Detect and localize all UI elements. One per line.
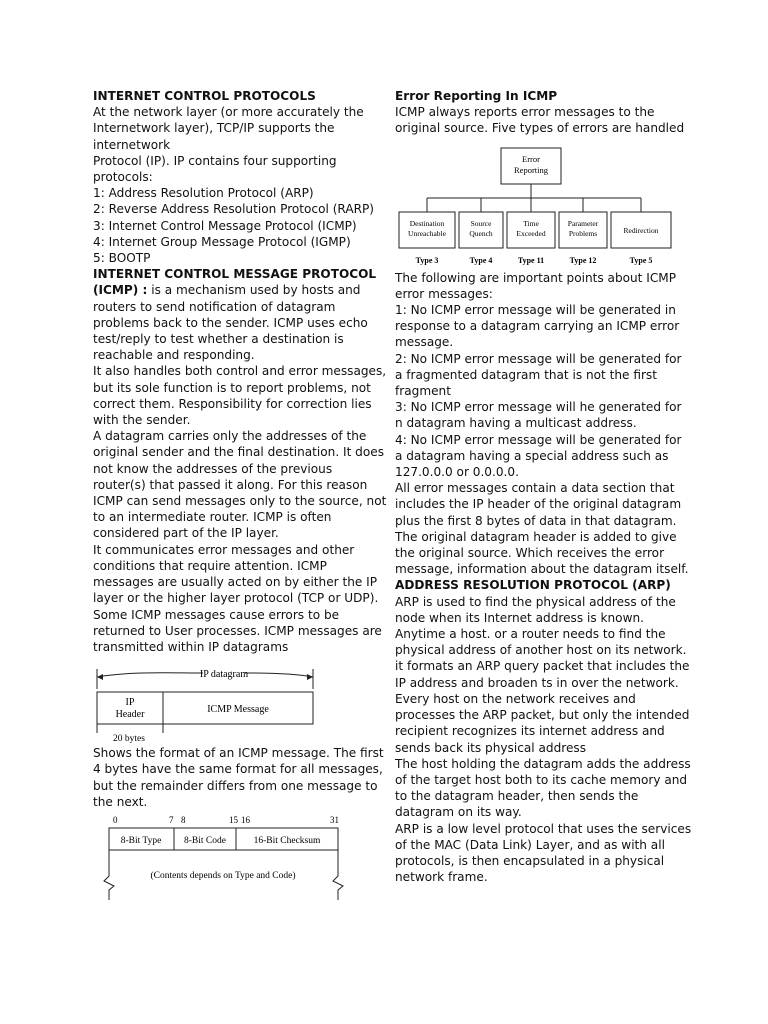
body-line: It communicates error messages and other [93, 542, 355, 557]
body-line: test/reply to test whether a destination is [93, 332, 344, 347]
intro-line: Protocol (IP). IP contains four supporting [93, 153, 337, 168]
point-item: 4: No ICMP error message will be generated for [395, 432, 682, 447]
icmp-format-figure [93, 814, 358, 904]
body-line: physical address of another host on its network. [395, 643, 687, 658]
body-line: the original source. Which receives the error [395, 546, 665, 561]
point-item: n datagram having a multicast address. [395, 416, 637, 431]
point-item: 3: No ICMP error message will he generated for [395, 400, 682, 415]
body-line: but the remainder differs from one message to [93, 778, 378, 793]
error-type-name: Exceeded [516, 228, 546, 238]
body-line: network frame. [395, 870, 488, 885]
ip-datagram-figure [93, 661, 323, 743]
body-line: with the sender. [93, 413, 191, 428]
type-field-label: 8-Bit Type [120, 835, 162, 846]
body-line: it formats an ARP query packet that includes the [395, 659, 690, 674]
error-type-name: Redirection [623, 225, 659, 235]
body-line: returned to User processes. ICMP messages are [93, 623, 382, 638]
body-line: conditions that require attention. ICMP [93, 558, 327, 573]
ip-datagram-label: IP datagram [199, 669, 249, 681]
ip-header-label: IP [125, 697, 135, 709]
body-line: 4 bytes have the same format for all messages, [93, 762, 383, 777]
body-line: plus the first 8 bytes of data in that datagram. [395, 513, 677, 528]
error-type-name: Parameter [567, 218, 599, 228]
error-type-number: Type 5 [629, 255, 653, 265]
point-item: message. [395, 335, 454, 350]
body-line: considered part of the IP layer. [93, 526, 279, 541]
body-line: The host holding the datagram adds the address [395, 756, 691, 771]
body-line: ICMP can send messages only to the source, not [93, 494, 387, 509]
body-line: node when its Internet address is known. [395, 610, 644, 625]
body-line: original sender and the final destination. It does [93, 445, 384, 460]
header-size-label: 20 bytes [113, 734, 145, 744]
right-column [395, 88, 692, 885]
body-line: not know the addresses of the previous [93, 461, 333, 476]
body-line: reachable and responding. [93, 348, 255, 363]
point-item: 2: No ICMP error message will be generated for [395, 351, 682, 366]
bit-label: 7 [169, 814, 174, 825]
ip-header-label: Header [115, 709, 145, 721]
error-type-name: Quench [469, 228, 493, 238]
body-line: processes the ARP packet, but only the intended [395, 708, 690, 723]
point-item: response to a datagram carrying an ICMP error [395, 319, 680, 334]
body-line: error messages: [395, 286, 493, 301]
checksum-field-label: 16-Bit Checksum [253, 835, 321, 846]
error-root-label: Error [522, 153, 540, 164]
body-line: recipient recognizes its internet address and [395, 724, 665, 739]
intro-line: internetwork [93, 137, 171, 152]
intro-line: protocols: [93, 170, 153, 185]
body-line: of the target host both to its cache memory and [395, 772, 688, 787]
protocol-list-item: 2: Reverse Address Resolution Protocol (RARP) [93, 202, 375, 217]
point-item: a datagram having a special address such as [395, 448, 669, 463]
body-line: message, information about the datagram itself. [395, 562, 689, 577]
protocol-list-item: 1: Address Resolution Protocol (ARP) [93, 186, 314, 201]
error-type-name: Destination [409, 218, 445, 228]
body-line: Anytime a host. or a router needs to find the [395, 627, 666, 642]
error-type-number: Type 4 [469, 255, 493, 265]
section-heading-internet-control-protocols: INTERNET CONTROL PROTOCOLS [93, 89, 316, 103]
point-item: fragment [395, 384, 451, 399]
body-line: The original datagram header is added to give [395, 529, 677, 544]
error-reporting-tree [395, 138, 680, 270]
left-column [93, 88, 387, 904]
body-line: to the datagram header, then sends the [395, 789, 639, 804]
point-item: 1: No ICMP error message will be generated in [395, 303, 676, 318]
icmp-message-label: ICMP Message [207, 704, 269, 716]
body-line: A datagram carries only the addresses of the [93, 429, 367, 444]
body-line: correct them. Responsibility for correction lies [93, 396, 372, 411]
intro-line: At the network layer (or more accurately the [93, 105, 364, 120]
body-line: It also handles both control and error messages, [93, 364, 387, 379]
icmp-first-rest: is a mechanism used by hosts and [147, 283, 361, 298]
body-line: includes the IP header of the original datagram [395, 497, 682, 512]
body-line: layer or the higher layer protocol (TCP or UDP). [93, 591, 379, 606]
body-line: problems back to the sender. ICMP uses echo [93, 315, 368, 330]
point-item: a fragmented datagram that is not the first [395, 367, 657, 382]
error-type-name: Unreachable [408, 228, 446, 238]
body-line: messages are usually acted on by either the IP [93, 575, 378, 590]
bit-label: 8 [181, 814, 186, 825]
section-heading-icmp: INTERNET CONTROL MESSAGE PROTOCOL [93, 267, 377, 282]
protocol-list-item: 4: Internet Group Message Protocol (IGMP) [93, 234, 351, 249]
protocol-list-item: 3: Internet Control Message Protocol (ICMP) [93, 218, 357, 233]
error-type-number: Type 11 [517, 255, 545, 265]
body-line: The following are important points about ICMP [395, 270, 677, 285]
error-type-number: Type 3 [415, 255, 439, 265]
intro-line: Internetwork layer), TCP/IP supports the [93, 121, 335, 136]
body-line: the next. [93, 794, 148, 809]
bit-label: 31 [330, 814, 339, 825]
error-type-name: Time [523, 218, 539, 228]
bit-label: 16 [241, 814, 250, 825]
body-line: IP address and broaden ts in over the network. [395, 675, 679, 690]
body-line: protocols, is then encapsulated in a physical [395, 853, 665, 868]
body-line: All error messages contain a data section that [395, 481, 675, 496]
error-root-label: Reporting [514, 164, 548, 175]
body-line: sends back its physical address [395, 740, 586, 755]
error-type-number: Type 12 [569, 255, 597, 265]
body-line: Some ICMP messages cause errors to be [93, 607, 340, 622]
code-field-label: 8-Bit Code [184, 835, 226, 846]
point-item: 127.0.0.0 or 0.0.0.0. [395, 465, 519, 480]
error-type-name: Problems [568, 228, 598, 238]
contents-label: (Contents depends on Type and Code) [150, 870, 296, 881]
body-line: router(s) that passed it along. For this reason [93, 477, 368, 492]
error-type-name: Source [470, 218, 492, 228]
body-line: transmitted within IP datagrams [93, 639, 289, 654]
body-line: datagram on its way. [395, 805, 522, 820]
body-line: routers to send notification of datagram [93, 299, 336, 314]
body-line: ARP is a low level protocol that uses the services [395, 821, 692, 836]
body-line: but its sole function is to report problems, not [93, 380, 371, 395]
bit-label: 15 [229, 814, 238, 825]
bit-label: 0 [113, 814, 118, 825]
body-line: to an intermediate router. ICMP is often [93, 510, 332, 525]
body-line: ICMP always reports error messages to the [395, 105, 655, 120]
body-line: Shows the format of an ICMP message. The first [93, 746, 384, 761]
body-line: Every host on the network receives and [395, 691, 636, 706]
icmp-acronym: (ICMP) : [93, 283, 148, 298]
section-heading-arp: ADDRESS RESOLUTION PROTOCOL (ARP) [395, 578, 671, 593]
body-line: ARP is used to find the physical address of the [395, 594, 676, 609]
protocol-list-item: 5: BOOTP [93, 251, 151, 266]
body-line: of the MAC (Data Link) Layer, and as with all [395, 837, 665, 852]
icmp-first-line [93, 282, 373, 298]
body-line: original source. Five types of errors are handled [395, 121, 685, 136]
section-heading-error-reporting: Error Reporting In ICMP [395, 89, 558, 103]
